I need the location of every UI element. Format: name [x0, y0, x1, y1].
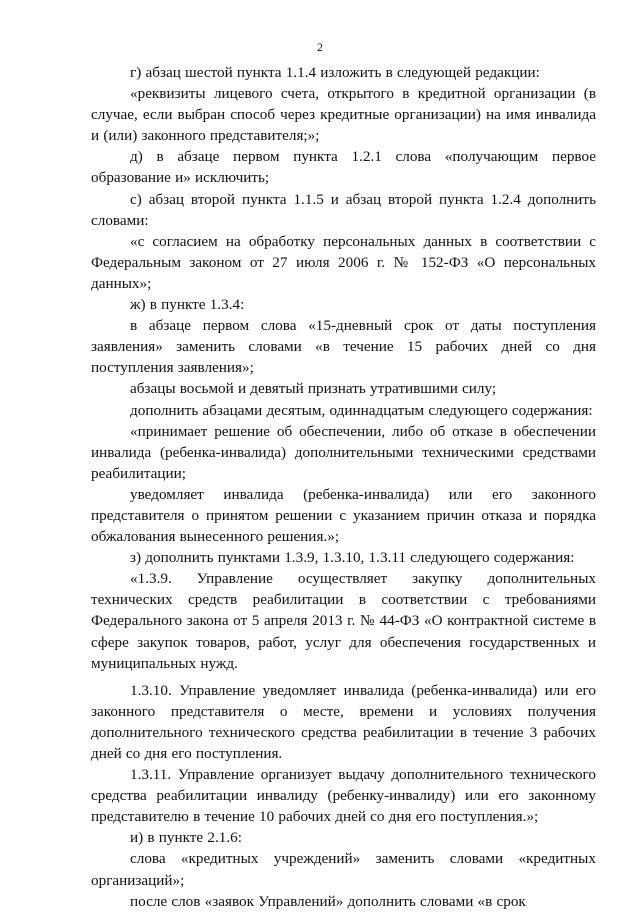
paragraph-1-3-9: «1.3.9. Управление осуществляет закупку дополнительных технических средств реабилитации в соответствии с требованиями Федерального закона от 5 апреля 2013 г. № 44-ФЗ «О контрактной системе в сфере закупок товаров, работ, услуг для обеспечения государственных и муниципальных нужд.: [91, 570, 596, 672]
paragraph-i: и) в пункте 2.1.6:: [130, 829, 242, 847]
paragraph-notify: уведомляет инвалида (ребенка-инвалида) или его законного представителя о принятом решении с указанием причин отказа и порядка обжалования вынесенного решения.»;: [91, 485, 596, 546]
paragraph-zh: ж) в пункте 1.3.4:: [130, 296, 245, 314]
paragraph-requisites: «реквизиты лицевого счета, открытого в кредитной организации (в случае, если выбран способ через кредитные организации) на имя инвалида и (или) законного представителя;»;: [91, 85, 596, 145]
document-body: [91, 62, 596, 912]
paragraph-decision: «принимает решение об обеспечении, либо об отказе в обеспечении инвалида (ребенка-инвалида) дополнительными техническими средствами реабилитации;: [91, 422, 596, 482]
paragraph-credit-words: слова «кредитных учреждений» заменить словами «кредитных организаций»;: [91, 850, 596, 889]
paragraph-d: д) в абзаце первом пункта 1.2.1 слова «получающим первое образование и» исключить;: [91, 148, 596, 187]
paragraph-abzacy-void: абзацы восьмой и девятый признать утратившими силу;: [130, 380, 497, 398]
paragraph-consent: «с согласием на обработку персональных данных в соответствии с Федеральным законом от 27 июля 2006 г. № 152-ФЗ «О персональных данных»;: [91, 232, 596, 292]
paragraph-g: г) абзац шестой пункта 1.1.4 изложить в следующей редакции:: [130, 64, 540, 81]
page-number: 2: [317, 40, 323, 54]
paragraph-supplement: дополнить абзацами десятым, одиннадцатым следующего содержания:: [130, 401, 593, 419]
paragraph-1-3-10: 1.3.10. Управление уведомляет инвалида (ребенка-инвалида) или его законного представителя о месте, времени и условиях получения дополнительного технического средства реабилитации в течение 3 рабочих дней со дня его поступления.: [91, 681, 596, 762]
paragraph-first-abzac: в абзаце первом слова «15-дневный срок от даты поступления заявления» заменить словами «в течение 15 рабочих дней со дня поступления заявления»;: [91, 317, 596, 377]
paragraph-after-words: после слов «заявок Управлений» дополнить словами «в срок: [130, 892, 526, 910]
paragraph-z: з) дополнить пунктами 1.3.9, 1.3.10, 1.3.11 следующего содержания:: [130, 549, 575, 567]
paragraph-1-3-11: 1.3.11. Управление организует выдачу дополнительного технического средства реабилитации инвалиду (ребенку-инвалиду) или его законному представителю в течение 10 рабочих дней со дня его поступления.»;: [91, 766, 596, 826]
paragraph-s: с) абзац второй пункта 1.1.5 и абзац второй пункта 1.2.4 дополнить словами:: [91, 190, 596, 229]
